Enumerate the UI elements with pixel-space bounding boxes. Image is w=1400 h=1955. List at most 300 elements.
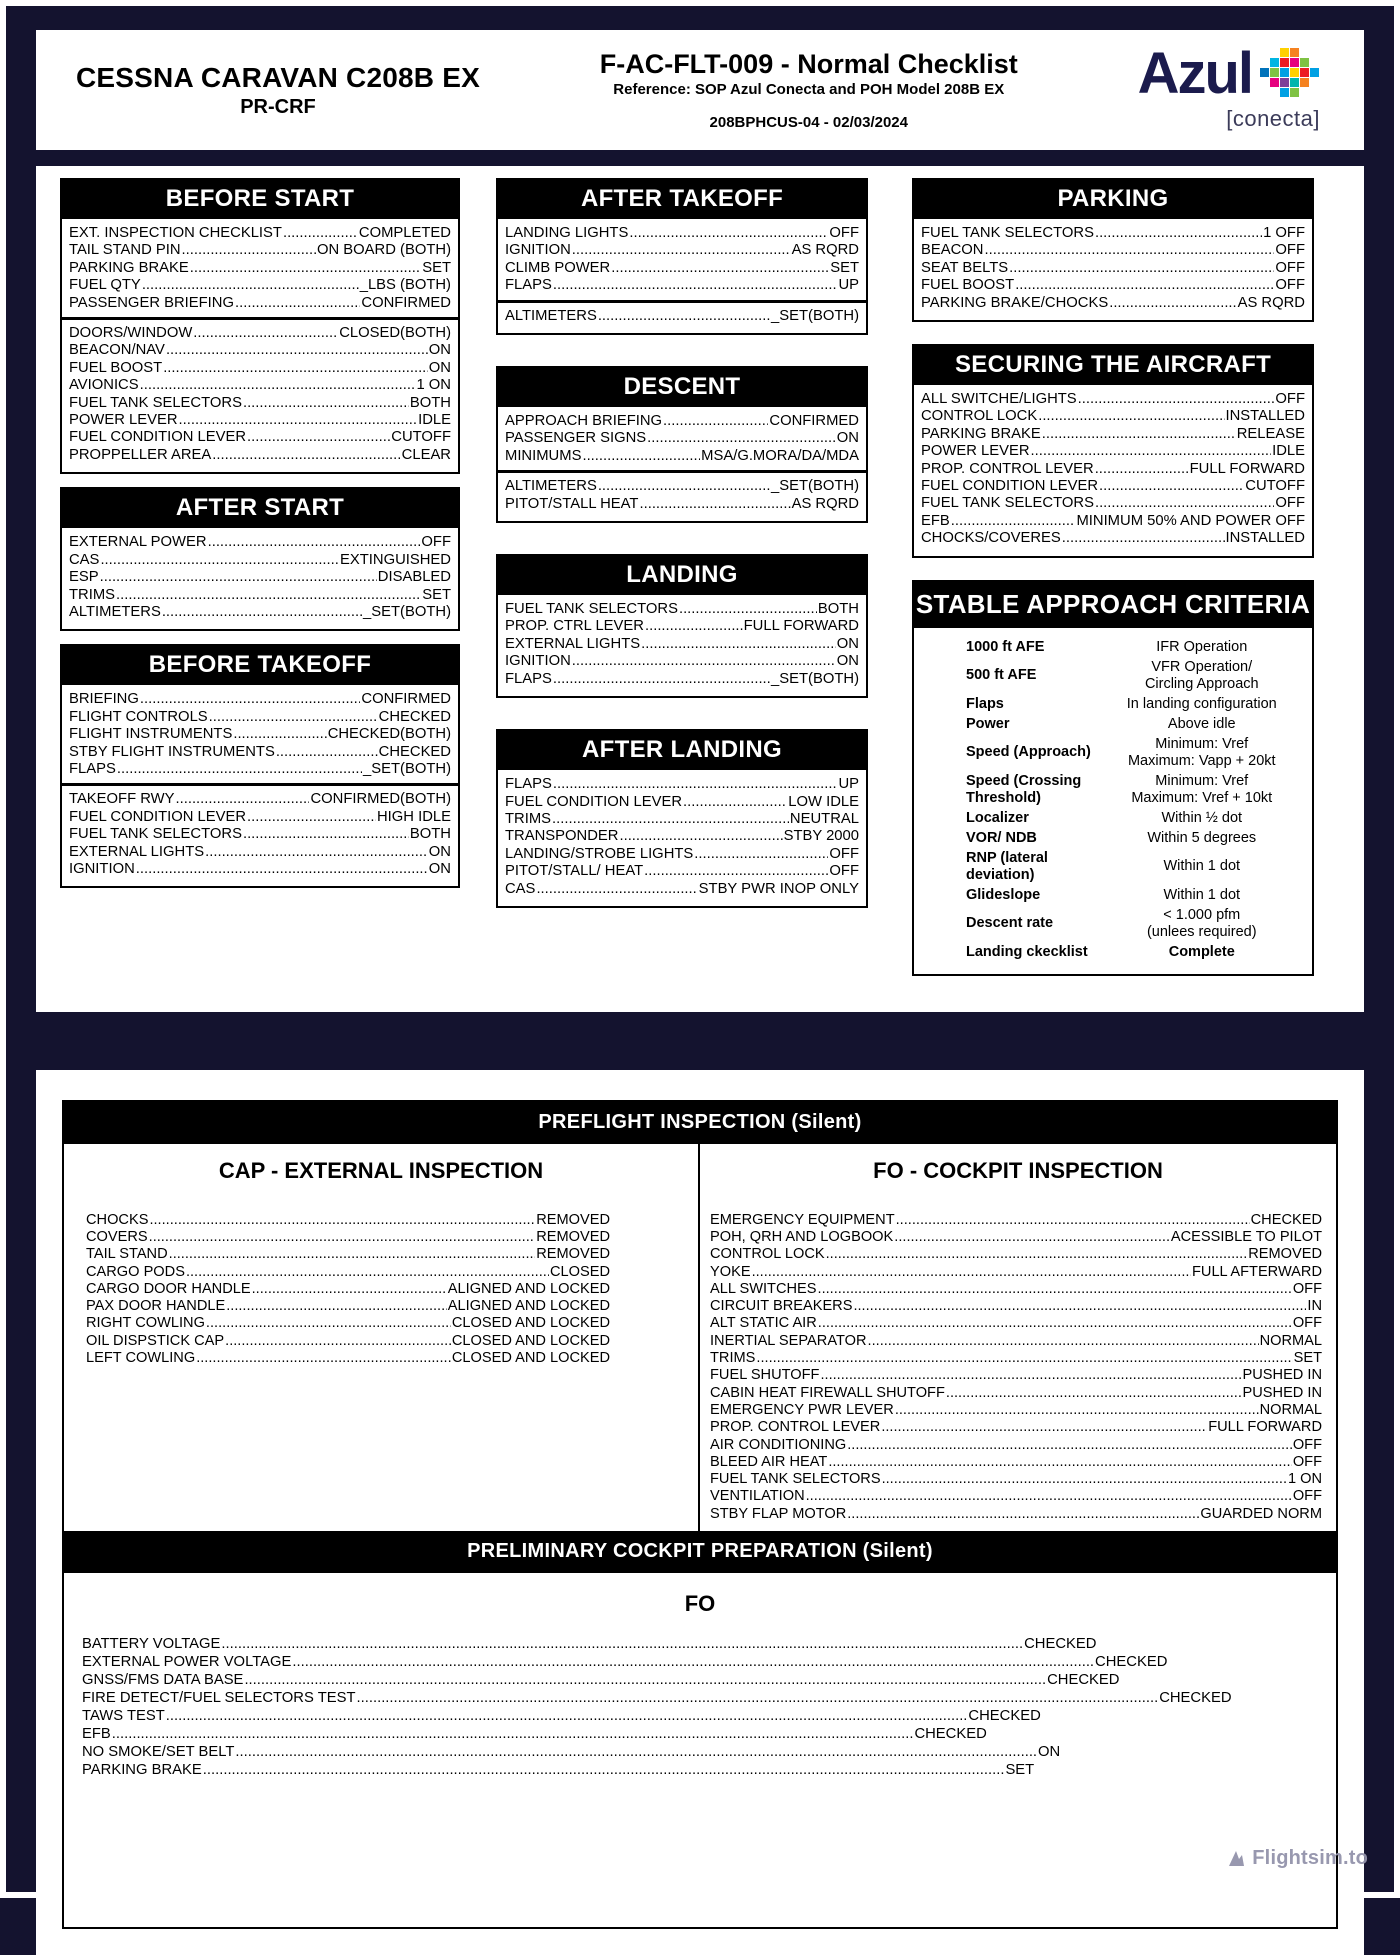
checklist-row [710,1333,1322,1350]
document-code: 208BPHCUS-04 - 02/03/2024 [709,114,908,131]
dotted-leader [226,1298,447,1315]
checklist-row [505,242,859,259]
checklist-label: PASSENGER BRIEFING [69,294,234,311]
checklist-value: REMOVED [536,1211,610,1228]
dotted-leader [868,1333,1259,1350]
checklist-row [710,1454,1322,1471]
checklist-label: ALTIMETERS [505,478,597,495]
dotted-leader [894,1229,1170,1246]
checklist-column-3-sections [912,178,1314,580]
section-body [914,385,1312,556]
checklist-row [710,1298,1322,1315]
checklist-label: TAIL STAND [86,1246,168,1263]
dotted-leader [112,1725,914,1743]
criteria-value: Above idle [1167,715,1236,732]
checklist-value: BOTH [409,826,451,843]
fo-cockpit-inspection-column [700,1144,1336,1531]
checklist-value: CLOSED(BOTH) [339,325,451,342]
checklist-row [69,691,451,708]
checklist-value: CHECKED [1095,1654,1168,1671]
checklist-label: ALL SWITCHES [710,1280,817,1297]
checklist-row [69,844,451,861]
section-body [914,219,1312,320]
checklist-value: CONFIRMED [361,691,451,708]
dotted-leader [243,395,409,412]
checklist-value: BOTH [817,601,859,618]
checklist-label: FUEL TANK SELECTORS [505,601,678,618]
criteria-value: Within 5 degrees [1147,829,1257,846]
checklist-label: FUEL CONDITION LEVER [69,429,247,446]
criteria-value: < 1.000 pfm (unlees required) [1146,906,1257,940]
dotted-leader [619,828,782,845]
criteria-value: Complete [1168,943,1235,960]
checklist-value: _SET(BOTH) [771,478,859,495]
section-title: BEFORE TAKEOFF [62,646,458,685]
dotted-leader [208,534,421,551]
checklist-value: INSTALLED [1225,408,1305,425]
dotted-leader [149,1229,536,1246]
checklist-label: FLIGHT INSTRUMENTS [69,726,233,743]
checklist-label: FUEL QTY [69,277,141,294]
dotted-leader [140,691,361,708]
criteria-row [920,907,1306,941]
checklist-label: VENTILATION [710,1488,805,1505]
checklist-value: CUTOFF [391,429,451,446]
checklist-label: FLIGHT CONTROLS [69,708,208,725]
section-title: STABLE APPROACH CRITERIA [914,582,1312,628]
criteria-label: Speed (Crossing Threshold) [966,772,1082,806]
checklist-section [496,178,868,335]
dotted-leader [212,447,400,464]
criteria-label: Power [966,715,1010,732]
checklist-label: FUEL TANK SELECTORS [921,495,1094,512]
criteria-label: Landing ckecklist [966,943,1088,960]
checklist-value: CHECKED [914,1726,987,1743]
checklist-row [69,726,451,743]
dotted-leader [205,844,428,861]
checklist-row [710,1402,1322,1419]
conecta-sub-wordmark: [conecta] [1226,106,1320,131]
checklist-row [505,225,859,242]
checklist-value: ON [836,635,859,652]
checklist-label: FUEL TANK SELECTORS [710,1471,881,1488]
checklist-section [60,487,460,631]
checklist-row [505,260,859,277]
checklist-value: SET [422,259,451,276]
checklist-row [86,1246,610,1263]
dotted-leader [209,709,378,726]
checklist-value: CHECKED [378,708,451,725]
dotted-leader [233,726,326,743]
azul-mosaic-icon [1258,48,1320,106]
section-body [62,528,458,629]
checklist-label: CHOCKS [86,1211,149,1228]
dotted-leader [946,1385,1242,1402]
checklist-row [86,1281,610,1298]
checklist-value: RELEASE [1236,425,1305,442]
section-title: SECURING THE AIRCRAFT [914,346,1312,385]
checklist-label: FUEL CONDITION LEVER [921,478,1099,495]
dotted-leader [252,1281,447,1298]
checklist-value: LOW IDLE [788,793,859,810]
section-title: PARKING [914,180,1312,219]
checklist-value: CHECKED [1159,1690,1232,1707]
checklist-label: GNSS/FMS DATA BASE [82,1672,244,1689]
checklist-row [505,496,859,513]
checklist-value: ACESSIBLE TO PILOT [1170,1228,1322,1245]
dotted-leader [598,308,770,325]
checklist-value: AS RQRD [791,495,859,512]
dotted-leader [235,295,360,312]
dotted-leader [140,377,416,394]
criteria-row [920,810,1306,827]
preliminary-title-bar: PRELIMINARY COCKPIT PREPARATION (Silent) [64,1531,1336,1573]
checklist-row [921,242,1305,259]
checklist-label: RIGHT COWLING [86,1315,205,1332]
checklist-label: PARKING BRAKE [69,259,189,276]
checklist-row [921,530,1305,547]
checklist-row [82,1671,1320,1689]
section-body [498,770,866,906]
dotted-leader [1009,260,1274,277]
dotted-leader [117,761,362,778]
criteria-row [920,887,1306,904]
dotted-leader [235,1743,1037,1761]
criteria-label: RNP (lateral deviation) [966,849,1048,883]
checklist-row [710,1437,1322,1454]
dotted-leader [647,430,836,447]
checklist-value: STBY 2000 [783,828,859,845]
dotted-leader [853,1298,1306,1315]
dotted-leader [552,811,789,828]
preflight-panel [36,1070,1364,1955]
checklist-row [69,260,451,277]
dotted-leader [179,412,418,429]
checklist-row [505,636,859,653]
checklist-row [505,794,859,811]
checklist-row [921,513,1305,530]
checklist-row [921,478,1305,495]
checklist-value: OFF [1275,259,1305,276]
checklist-row [82,1707,1320,1725]
checklist-row [505,811,859,828]
checklist-row [505,881,859,898]
checklist-label: FUEL TANK SELECTORS [69,826,242,843]
checklist-row [82,1653,1320,1671]
checklist-label: CIRCUIT BREAKERS [710,1298,853,1315]
checklist-value: CLOSED AND LOCKED [451,1315,610,1332]
checklist-value: MSA/G.MORA/DA/MDA [701,447,859,464]
checklist-value: ON [1038,1744,1061,1761]
checklist-row [505,478,859,495]
dotted-leader [683,794,787,811]
checklist-row [69,360,451,377]
dotted-leader [806,1488,1292,1505]
dotted-leader [663,413,768,430]
checklist-label: EXTERNAL POWER [69,534,207,551]
checklist-value: 1 OFF [1263,225,1305,241]
dotted-leader [536,881,697,898]
checklist-value: OFF [1275,391,1305,408]
checklist-value: NORMAL [1259,1401,1322,1418]
dotted-leader [182,242,316,259]
dotted-leader [283,225,358,242]
dotted-leader [882,1471,1287,1488]
checklist-row [505,430,859,447]
checklist-row [710,1471,1322,1488]
checklist-value: OFF [1292,1488,1322,1505]
checklist-section [496,366,868,523]
checklist-row [505,863,859,880]
checklist-value: SET [1005,1762,1035,1779]
azul-logo [1137,41,1320,132]
dotted-leader [1062,530,1225,547]
checklist-value: INSTALLED [1225,530,1305,547]
dotted-leader [641,636,836,653]
checklist-label: ALTIMETERS [69,603,161,620]
checklist-value: PUSHED IN [1242,1367,1322,1384]
checklist-row [710,1506,1322,1523]
fo-checklist [700,1184,1336,1531]
criteria-row [920,850,1306,884]
checklist-value: HIGH IDLE [377,808,451,825]
checklist-label: BRIEFING [69,691,139,708]
checklist-value: IDLE [418,412,451,429]
dotted-leader [847,1506,1199,1523]
flightsim-watermark [1228,1847,1368,1870]
checklist-label: NO SMOKE/SET BELT [82,1744,235,1761]
dotted-leader [639,496,790,513]
checklist-row [921,461,1305,478]
checklist-row [82,1743,1320,1761]
dotted-leader [1109,295,1236,312]
checklist-label: FUEL CONDITION LEVER [69,808,247,825]
dotted-leader [163,360,428,377]
checklist-label: CARGO DOOR HANDLE [86,1280,251,1297]
checklist-value: FULL FORWARD [1189,460,1305,477]
checklist-row [86,1298,610,1315]
checklist-row [505,671,859,688]
checklist-value: SET [830,259,859,276]
azul-wordmark: Azul [1137,41,1252,106]
checklist-value: ALIGNED AND LOCKED [447,1280,610,1297]
dotted-leader [136,861,428,878]
checklist-row [69,791,451,808]
checklist-row [710,1367,1322,1384]
checklist-row [505,653,859,670]
checklist-value: ON [836,653,859,670]
checklist-section [496,554,868,698]
dotted-leader [276,744,378,761]
preflight-box [62,1100,1338,1929]
checklist-label: FUEL TANK SELECTORS [69,394,242,411]
checklist-value: MINIMUM 50% AND POWER OFF [1076,512,1305,529]
dotted-leader [1099,478,1244,495]
preliminary-checklist [64,1621,1336,1779]
checklist-label: BEACON/NAV [69,342,165,359]
dotted-leader [572,242,791,259]
checklist-label: MINIMUMS [505,447,582,464]
checklist-label: FLAPS [69,760,116,777]
checklist-row [69,225,451,242]
checklist-section [912,178,1314,322]
criteria-row [920,830,1306,847]
checklist-value: CLEAR [401,446,451,463]
checklist-label: TRIMS [69,586,116,603]
dotted-leader [645,618,743,635]
checklist-value: CLOSED [549,1263,610,1280]
dotted-leader [1078,391,1275,408]
checklist-value: UP [838,776,859,793]
checklist-row [86,1315,610,1332]
checklist-row [69,242,451,259]
checklist-value: 1 ON [416,377,451,394]
checklist-row [921,277,1305,294]
checklist-label: EXTERNAL POWER VOLTAGE [82,1654,292,1671]
checklist-label: CLIMB POWER [505,259,611,276]
criteria-label: 500 ft AFE [966,667,1037,684]
checklist-row [710,1229,1322,1246]
criteria-value: Within ½ dot [1161,809,1243,826]
dotted-leader [553,776,838,793]
checklist-row [69,429,451,446]
section-title: AFTER START [62,489,458,528]
checklist-label: INERTIAL SEPARATOR [710,1332,867,1349]
preliminary-role-heading: FO [684,1591,716,1617]
dotted-leader [357,1689,1159,1707]
dotted-leader [196,1350,451,1367]
dotted-leader [247,429,390,446]
stable-approach-criteria-box [912,580,1314,976]
checklist-value: OFF [421,534,451,551]
checklist-row [710,1315,1322,1332]
document-title: F-AC-FLT-009 - Normal Checklist [599,49,1018,79]
criteria-value: Within 1 dot [1163,886,1241,903]
dotted-leader [1095,225,1262,242]
checklist-label: ALTIMETERS [505,307,597,324]
checklist-label: PARKING BRAKE [921,425,1041,442]
checklist-label: ESP [69,569,99,586]
checklist-row [69,552,451,569]
section-body [498,595,866,696]
dotted-leader [186,1264,549,1281]
checklist-label: LEFT COWLING [86,1350,196,1367]
checklist-value: CHECKED [1024,1636,1097,1653]
checklist-value: OFF [1292,1436,1322,1453]
checklist-row [86,1350,610,1367]
dotted-leader [629,225,828,242]
dotted-leader [756,1350,1292,1367]
cap-column-title: CAP - EXTERNAL INSPECTION [218,1157,544,1183]
checklist-label: EXTERNAL LIGHTS [505,635,641,652]
checklist-row [710,1385,1322,1402]
dotted-leader [244,1671,1046,1689]
checklist-row [69,277,451,294]
checklist-value: CONFIRMED [769,413,859,430]
checklist-row [710,1488,1322,1505]
dotted-leader [176,791,310,808]
checklist-value: _LBS (BOTH) [359,277,451,294]
checklist-row [69,377,451,394]
checklist-row [86,1264,610,1281]
dotted-leader [166,1707,968,1725]
checklist-row [921,391,1305,408]
checklist-value: CHECKED [378,743,451,760]
checklist-value: AS RQRD [791,242,859,259]
checklist-column-2 [496,178,868,939]
checklist-value: CHECKED [1047,1672,1120,1689]
checklist-row [69,604,451,621]
checklist-value: OFF [1292,1453,1322,1470]
cap-checklist [64,1184,698,1378]
dotted-leader [243,826,409,843]
criteria-row [920,773,1306,807]
dotted-leader [895,1402,1259,1419]
dotted-leader [826,1246,1248,1263]
criteria-row [920,696,1306,713]
checklist-row [710,1264,1322,1281]
section-body [498,219,866,333]
checklist-row [69,325,451,342]
checklist-section [60,644,460,888]
checklist-label: DOORS/WINDOW [69,325,193,342]
checklist-label: FLAPS [505,277,552,294]
section-title: BEFORE START [62,180,458,219]
checklist-row [505,448,859,465]
criteria-value: VFR Operation/ Circling Approach [1144,658,1259,692]
dotted-leader [818,1315,1292,1332]
criteria-value: IFR Operation [1156,638,1248,655]
checklist-row [710,1419,1322,1436]
checklist-value: OFF [829,225,859,241]
dotted-leader [553,277,838,294]
checklist-value: NEUTRAL [789,810,859,827]
checklist-row [82,1689,1320,1707]
checklist-value: CHECKED(BOTH) [327,726,451,743]
checklist-row [86,1212,610,1229]
dotted-leader [116,587,421,604]
dotted-leader [679,601,817,618]
dotted-leader [1031,443,1272,460]
checklist-value: STBY PWR INOP ONLY [698,880,859,897]
group-divider [62,317,458,320]
checklist-value: _SET(BOTH) [363,603,451,620]
checklist-label: IGNITION [505,653,571,670]
checklist-row [69,447,451,464]
checklist-label: PARKING BRAKE [82,1762,202,1779]
checklist-row [710,1281,1322,1298]
stable-approach-table [914,628,1312,974]
checklist-label: AVIONICS [69,377,139,394]
checklist-value: EXTINGUISHED [340,551,451,568]
checklist-label: EMERGENCY PWR LEVER [710,1401,894,1418]
checklist-row [505,277,859,294]
checklist-row [69,809,451,826]
checklist-row [69,342,451,359]
checklist-label: POWER LEVER [69,412,178,429]
checklist-label: EXTERNAL LIGHTS [69,843,205,860]
section-body [62,219,458,472]
checklist-value: REMOVED [536,1228,610,1245]
dotted-leader [169,1246,536,1263]
criteria-row [920,716,1306,733]
checklist-row [921,408,1305,425]
dotted-leader [951,513,1076,530]
checklist-label: PROP. CTRL LEVER [505,618,644,635]
checklist-value: ON [836,430,859,447]
checklist-row [505,846,859,863]
preflight-box-filler [64,1779,1336,1927]
